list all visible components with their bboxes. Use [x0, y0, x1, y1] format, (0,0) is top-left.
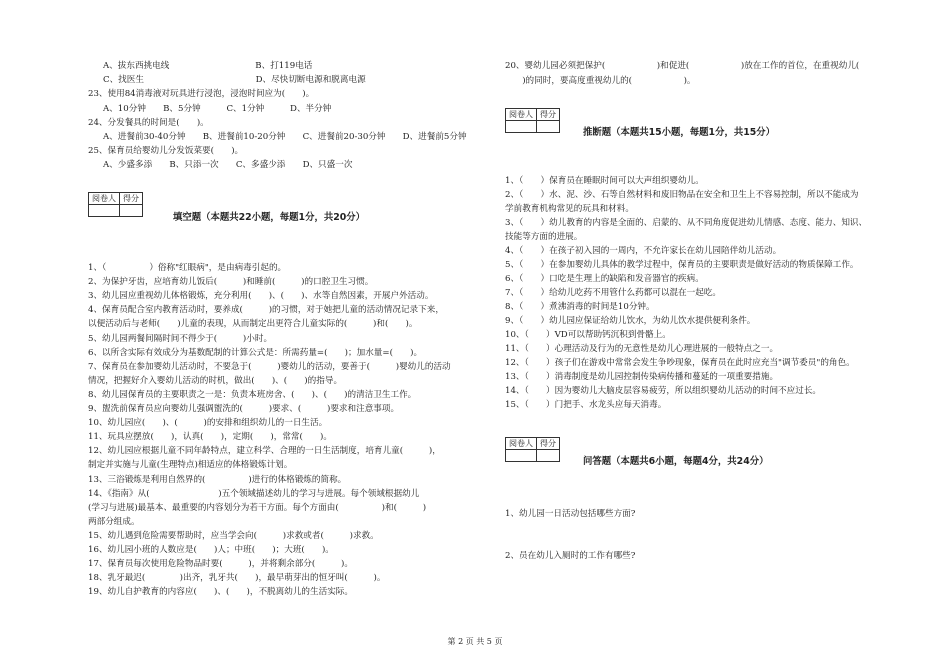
question-line: 7、（ ）给幼儿吃药不用管什么药都可以混在一起吃。 — [505, 288, 722, 298]
question-line: 2、员在幼儿入厕时的工作有哪些? — [505, 551, 636, 561]
grader-cell[interactable] — [506, 121, 537, 133]
question-line: 2、为保护牙齿，应培育幼儿饭后( )和睡前( )的口腔卫生习惯。 — [88, 277, 374, 288]
grader-score-box-qa — [505, 437, 560, 462]
question-line: 24、分发餐具的时间是( )。 — [88, 117, 209, 128]
score-cell[interactable] — [537, 121, 560, 133]
question-line: 8、（ ）煮沸消毒的时间是10分钟。 — [505, 302, 655, 312]
page-number-footer: 第 2 页 共 5 页 — [447, 637, 503, 646]
question-line: 15、（ ）门把手、水龙头应每天消毒。 — [505, 400, 667, 410]
grader-label: 阅卷人 — [89, 193, 120, 205]
question-line: 17、保育员每次使用危险物品时要( )，并将剩余部分( )。 — [88, 559, 353, 570]
question-line: 1、（ ）保育员在睡眠时间可以大声组织婴幼儿。 — [505, 176, 704, 186]
qa-section-title: 问答题（本题共6小题，每题4分，共24分） — [583, 456, 769, 467]
question-line: 9、盥洗前保育员应向婴幼儿强调盥洗的( )要求、( )要求和注意事项。 — [88, 404, 400, 414]
question-line: 8、幼儿园保育员的主要职责之一是：负责本班房舍、( )、( )的清洁卫生工作。 — [88, 389, 417, 400]
question-line: 25、保育员给婴幼儿分发饭菜要( )。 — [88, 146, 244, 157]
grader-cell[interactable] — [506, 450, 537, 462]
question-line: A、少盛多添 B、只添一次 C、多盛少添 D、只盛一次 — [103, 160, 353, 171]
question-line: 6、（ ）口吃是生理上的缺陷和发音器官的疾病。 — [505, 274, 704, 284]
question-line: 12、（ ）孩子们在游戏中常常会发生争吵现象，保育员在此时应充当"调节委员"的角色。 — [505, 358, 855, 368]
question-line: 6、以所含实际有效成分为基数配制的计算公式是：所需药量=( )；加水量=( )。 — [88, 347, 423, 358]
question-line: )的同时，要高度重视幼儿的( )。 — [505, 75, 696, 86]
question-line: 2、（ ）水、泥、沙、石等自然材料和废旧物品在安全和卫生上不容易控制，所以不能成为 — [505, 190, 859, 200]
question-line: 10、（ ）VD可以帮助钙沉积到骨骼上。 — [505, 330, 671, 340]
grader-score-box-fill — [88, 192, 143, 217]
question-line: 5、幼儿园两餐间隔时间不得少于( )小时。 — [88, 333, 273, 344]
question-line: 学前教育机构常见的玩具和材料。 — [505, 204, 634, 214]
question-line: A、10分钟 B、5分钟 C、1分钟 D、半分钟 — [103, 103, 332, 114]
question-line: 15、幼儿遇到危险需要帮助时，应当学会向( )求救或者( )求救。 — [88, 530, 379, 541]
question-line: 11、玩具应摆放( )，认真( )，定期( )，常常( )。 — [88, 432, 333, 443]
score-cell[interactable] — [120, 205, 143, 217]
fill-in-section-title: 填空题（本题共22小题，每题1分，共20分） — [173, 212, 365, 223]
question-line: 18、乳牙最迟( )出齐，乳牙共( )，最早萌芽出的恒牙叫( )。 — [88, 573, 386, 584]
question-line: 4、保育员配合室内教育活动时，要养成( )的习惯，对于她把儿童的活动情况记录下来， — [88, 305, 444, 316]
question-line: 19、幼儿自护教育的内容应( )、( )，不脱离幼儿的生活实际。 — [88, 587, 353, 598]
question-line: 13、（ ）消毒制度是幼儿园控制传染病传播和蔓延的一项重要措施。 — [505, 372, 779, 382]
question-line: 以便活动后与老师( )儿童的表现，从而制定出更符合儿童实际的( )和( )。 — [88, 319, 418, 330]
question-line: 10、幼儿园应( )、( )的安排和组织幼儿的一日生活。 — [88, 418, 328, 429]
question-line: 3、（ ）幼儿教育的内容是全面的、启蒙的、从不同角度促进幼儿情感、态度、能力、知识、 — [505, 218, 868, 228]
question-line: 23、使用84消毒液对玩具进行浸泡，浸泡时间应为( )。 — [88, 89, 315, 100]
score-label: 得分 — [120, 193, 143, 205]
right-column — [475, 0, 950, 671]
grader-label: 阅卷人 — [506, 438, 537, 450]
grader-label: 阅卷人 — [506, 109, 537, 121]
question-line: 1、（ ）俗称"红眼病"，是由病毒引起的。 — [88, 263, 287, 273]
question-line: (学习与进展)最基本、最重要的内容划分为若干方面。每个方面由( )和( ) — [88, 502, 427, 513]
question-line: 7、保育员在参加婴幼儿活动时，不要急于( )婴幼儿的活动，要善于( )婴幼儿的活动 — [88, 361, 451, 372]
question-line: C、找医生 D、尽快切断电源和脱离电源 — [103, 75, 366, 86]
question-line: 14、（ ）因为婴幼儿大脑皮层容易疲劳，所以组织婴幼儿活动的时间不应过长。 — [505, 386, 822, 396]
question-line: 11、（ ）心理活动及行为的无意性是幼儿心理进展的一般特点之一。 — [505, 344, 779, 354]
question-line: 两部分组成。 — [88, 516, 140, 527]
question-line: 20、婴幼儿园必须把保护( )和促进( )放在工作的首位，在重视幼儿( — [505, 61, 860, 71]
question-line: 3、幼儿园应重视幼儿体格锻炼，充分利用( )、( )、水等自然因素，开展户外活动。 — [88, 291, 434, 302]
question-line: 16、幼儿园小班的人数应是( )人；中班( )；大班( )。 — [88, 545, 334, 555]
question-line: A、进餐前30-40分钟 B、进餐前10-20分钟 C、进餐前20-30分钟 D、进餐前5分钟 — [103, 132, 467, 142]
question-line: 5、（ ）在参加婴幼儿具体的教学过程中，保育员的主要职责是做好活动的物质保障工作。 — [505, 260, 859, 270]
question-line: 情况，把握好介入婴幼儿活动的时机，做出( )、( )的指导。 — [88, 375, 343, 386]
question-line: A、拔东西挑电线 B、打119电话 — [103, 61, 313, 71]
question-line: 技能等方面的进展。 — [505, 232, 583, 242]
grader-score-box-judge — [505, 108, 560, 133]
question-line: 4、（ ）在孩子初入园的一周内，不允许家长在幼儿园陪伴幼儿活动。 — [505, 246, 782, 256]
grader-cell[interactable] — [89, 205, 120, 217]
question-line: 1、幼儿园一日活动包括哪些方面? — [505, 509, 636, 519]
question-line: 制定并实施与儿童(生理特点)相适应的体格锻炼计划。 — [88, 460, 293, 471]
question-line: 14、《指南》从( )五个领域描述幼儿的学习与进展。每个领域根据幼儿 — [88, 488, 420, 499]
judgment-section-title: 推断题（本题共15小题，每题1分，共15分） — [583, 127, 775, 138]
question-line: 12、幼儿园应根据儿童不同年龄特点，建立科学、合理的一日生活制度，培育儿童( )， — [88, 446, 441, 457]
score-label: 得分 — [537, 438, 560, 450]
question-line: 13、三浴锻炼是利用自然界的( )进行的体格锻炼的简称。 — [88, 474, 347, 485]
question-line: 9、（ ）幼儿园应保证给幼儿饮水，为幼儿饮水提供便利条件。 — [505, 316, 756, 326]
score-cell[interactable] — [537, 450, 560, 462]
score-label: 得分 — [537, 109, 560, 121]
